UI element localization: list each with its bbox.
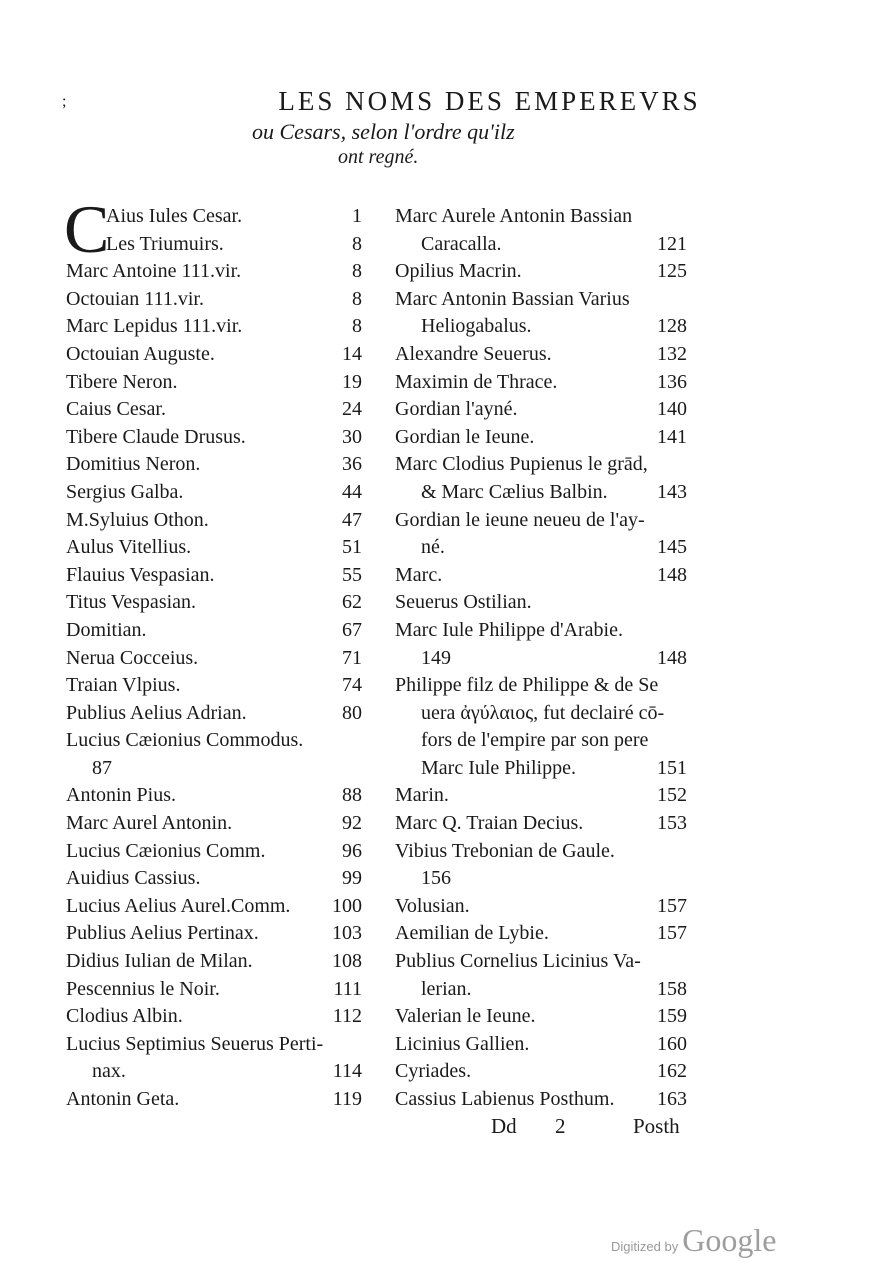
index-entry [395, 396, 687, 424]
entry-name: Marc Iule Philippe d'Arabie. [395, 618, 623, 641]
index-entry [395, 369, 687, 397]
index-entry [395, 424, 687, 452]
entry-page: 36 [342, 453, 362, 476]
index-entry [66, 1058, 362, 1086]
entry-name: né. [421, 536, 445, 559]
entry-name: Traian Vlpius. [66, 674, 181, 697]
entry-name: Publius Aelius Adrian. [66, 701, 247, 724]
index-entry [66, 782, 362, 810]
entry-page: 141 [657, 425, 687, 448]
entry-name: Heliogabalus. [421, 315, 532, 338]
entry-page: 132 [657, 342, 687, 365]
entry-name: Lucius Aelius Aurel.Comm. [66, 894, 291, 917]
right-column [395, 203, 687, 1114]
entry-name: Octouian 111.vir. [66, 287, 204, 310]
entry-page: 47 [342, 508, 362, 531]
entry-page: 74 [342, 674, 362, 697]
dropcap: C [64, 191, 110, 267]
index-entry [66, 645, 362, 673]
entry-name: Publius Aelius Pertinax. [66, 922, 259, 945]
entry-name: Alexandre Seuerus. [395, 342, 552, 365]
digitized-watermark [611, 1222, 776, 1259]
entry-page: 128 [657, 315, 687, 338]
entry-page: 103 [332, 922, 362, 945]
entry-name: Philippe filz de Philippe & de Se [395, 674, 659, 697]
entry-page: 8 [352, 232, 362, 255]
margin-mark: ; [62, 93, 67, 110]
entry-name: 156 [421, 867, 451, 890]
entry-page: 108 [332, 950, 362, 973]
entry-page: 96 [342, 839, 362, 862]
index-entry [66, 672, 362, 700]
entry-name: Flauius Vespasian. [66, 563, 215, 586]
index-entry [395, 672, 687, 700]
index-entry [66, 396, 362, 424]
entry-name: Antonin Pius. [66, 784, 177, 807]
entry-page: 162 [657, 1060, 687, 1083]
entry-page: 51 [342, 536, 362, 559]
index-entry [66, 920, 362, 948]
entry-page: 163 [657, 1088, 687, 1110]
entry-name: Didius Iulian de Milan. [66, 950, 253, 973]
entry-name: Marc Iule Philippe. [421, 756, 576, 779]
entry-page: 159 [657, 1005, 687, 1028]
entry-name: Volusian. [395, 894, 470, 917]
entry-name: Lucius Septimius Seuerus Perti- [66, 1032, 324, 1055]
entry-page: 140 [657, 398, 687, 421]
entry-page: 148 [657, 646, 687, 669]
watermark-logo: Google [682, 1222, 777, 1258]
entry-name: Publius Cornelius Licinius Va- [395, 950, 641, 973]
subtitle-line-2: ont regné. [338, 146, 419, 168]
entry-page: 8 [352, 287, 362, 310]
index-entry [66, 727, 362, 755]
index-entry [395, 507, 687, 535]
entry-name: Caracalla. [421, 232, 502, 255]
entry-page: 119 [332, 1088, 362, 1110]
index-entry [395, 562, 687, 590]
entry-name: Valerian le Ieune. [395, 1005, 536, 1028]
entry-name: Marc Clodius Pupienus le grād, [395, 453, 648, 476]
entry-name: Domitius Neron. [66, 453, 201, 476]
entry-page: 158 [657, 977, 687, 1000]
index-entry [395, 617, 687, 645]
entry-page: 62 [342, 591, 362, 614]
signature-number: 2 [555, 1114, 566, 1138]
index-entry [395, 893, 687, 921]
page-title: LES NOMS DES EMPEREVRS [278, 86, 701, 116]
index-entry [66, 893, 362, 921]
index-entry [66, 589, 362, 617]
entry-name: Maximin de Thrace. [395, 370, 558, 393]
index-entry [66, 1003, 362, 1031]
entry-page: 100 [332, 894, 362, 917]
index-entry [395, 1086, 687, 1114]
index-entry [395, 589, 687, 617]
entry-page: 157 [657, 894, 687, 917]
entry-name: Sergius Galba. [66, 480, 184, 503]
entry-page: 8 [352, 315, 362, 338]
index-entry [66, 451, 362, 479]
entry-page: 24 [342, 398, 362, 421]
index-entry [395, 700, 687, 728]
index-entry [66, 313, 362, 341]
entry-name: Domitian. [66, 618, 147, 641]
index-entry [395, 645, 687, 673]
entry-name: Vibius Trebonian de Gaule. [395, 839, 615, 862]
catchword: Posth [633, 1114, 680, 1138]
entry-page: 8 [352, 260, 362, 283]
index-entry [395, 920, 687, 948]
index-entry [66, 562, 362, 590]
index-entry [66, 479, 362, 507]
entry-page: 153 [657, 812, 687, 835]
index-entry [395, 313, 687, 341]
entry-name: Tibere Claude Drusus. [66, 425, 246, 448]
index-entry [66, 424, 362, 452]
entry-page: 136 [657, 370, 687, 393]
index-entry [66, 258, 362, 286]
entry-name: Seuerus Ostilian. [395, 591, 532, 614]
index-entry [395, 203, 687, 231]
entry-name: fors de l'empire par son pere [421, 729, 649, 752]
entry-page: 19 [342, 370, 362, 393]
entry-page: 14 [342, 342, 362, 365]
index-entry [66, 865, 362, 893]
entry-page: 55 [342, 563, 362, 586]
entry-name: Les Triumuirs. [106, 232, 224, 255]
index-entry [66, 341, 362, 369]
left-column [64, 191, 362, 1114]
entry-name: Cyriades. [395, 1060, 472, 1083]
entry-page: 148 [657, 563, 687, 586]
index-entry [395, 976, 687, 1004]
entry-name: Aius Iules Cesar. [106, 205, 243, 227]
index-entry [66, 617, 362, 645]
entry-name: Marc. [395, 563, 443, 586]
entry-name: Licinius Gallien. [395, 1032, 530, 1055]
entry-name: Marc Aurele Antonin Bassian [395, 205, 633, 227]
entry-name: Marc Antoine 111.vir. [66, 260, 242, 283]
subtitle-line-1: ou Cesars, selon l'ordre qu'ilz [252, 119, 515, 144]
entry-page: 92 [342, 812, 362, 835]
index-entry [395, 479, 687, 507]
entry-name: Marc Antonin Bassian Varius [395, 287, 630, 310]
entry-page: 121 [657, 232, 687, 255]
entry-page: 151 [657, 756, 687, 779]
entry-name: Octouian Auguste. [66, 342, 215, 365]
entry-name: Gordian l'ayné. [395, 398, 518, 421]
index-entry [395, 286, 687, 314]
entry-name: Marc Q. Traian Decius. [395, 812, 584, 835]
index-entry [395, 727, 687, 755]
entry-page: 30 [342, 425, 362, 448]
entry-name: Caius Cesar. [66, 398, 166, 421]
entry-name: Clodius Albin. [66, 1005, 183, 1028]
index-entry [66, 755, 362, 783]
entry-name: Titus Vespasian. [66, 591, 197, 614]
index-entry [66, 700, 362, 728]
index-entry [395, 258, 687, 286]
index-entry [66, 534, 362, 562]
entry-name: 87 [92, 756, 112, 779]
index-entry [395, 1031, 687, 1059]
entry-name: & Marc Cælius Balbin. [421, 480, 608, 503]
index-entry [395, 341, 687, 369]
index-entry [395, 755, 687, 783]
entry-name: Gordian le ieune neueu de l'ay- [395, 508, 645, 531]
index-entry [66, 948, 362, 976]
entry-name: Opilius Macrin. [395, 260, 522, 283]
index-entry [66, 369, 362, 397]
index-entry [395, 1003, 687, 1031]
index-entry [395, 782, 687, 810]
index-entry [395, 865, 687, 893]
index-entry [395, 451, 687, 479]
index-entry [66, 286, 362, 314]
entry-page: 67 [342, 618, 362, 641]
index-entry [66, 810, 362, 838]
signature-mark: Dd [491, 1114, 517, 1138]
entry-page: 152 [657, 784, 687, 807]
entry-page: 112 [332, 1005, 362, 1028]
entry-name: Auidius Cassius. [66, 867, 201, 890]
entry-name: Pescennius le Noir. [66, 977, 220, 1000]
index-entry [66, 1031, 362, 1059]
entry-name: Gordian le Ieune. [395, 425, 535, 448]
entry-name: M.Syluius Othon. [66, 508, 209, 531]
entry-name: Nerua Cocceius. [66, 646, 199, 669]
entry-name: uera ἀγύλαιος, fut declairé cō- [421, 701, 665, 724]
entry-page: 88 [342, 784, 362, 807]
entry-page: 114 [332, 1060, 362, 1083]
entry-page: 99 [342, 867, 362, 890]
entry-name: Antonin Geta. [66, 1088, 180, 1110]
entry-page: 80 [342, 701, 362, 724]
entry-name: Lucius Cæionius Comm. [66, 839, 266, 862]
entry-name: lerian. [421, 977, 472, 1000]
index-entry [66, 231, 362, 259]
entry-name: Marin. [395, 784, 449, 807]
index-entry [395, 534, 687, 562]
entry-page: 44 [342, 480, 362, 503]
index-entry [395, 948, 687, 976]
entry-page: 143 [657, 480, 687, 503]
entry-name: Aulus Vitellius. [66, 536, 192, 559]
entry-page: 157 [657, 922, 687, 945]
entry-name: Marc Aurel Antonin. [66, 812, 233, 835]
index-entry [395, 1058, 687, 1086]
index-entry [395, 231, 687, 259]
entry-page: 145 [657, 536, 687, 559]
entry-page: 160 [657, 1032, 687, 1055]
index-entry [66, 838, 362, 866]
entry-name: Tibere Neron. [66, 370, 178, 393]
watermark-small-text: Digitized by [611, 1239, 679, 1254]
entry-page: 111 [333, 977, 362, 1000]
entry-page: 125 [657, 260, 687, 283]
entry-name: 149 [421, 646, 451, 669]
entry-name: Lucius Cæionius Commodus. [66, 729, 304, 752]
entry-name: Aemilian de Lybie. [395, 922, 549, 945]
index-entry [66, 1086, 362, 1114]
index-entry [395, 838, 687, 866]
entry-page: 1 [352, 205, 362, 227]
entry-name: nax. [92, 1060, 126, 1083]
entry-name: Cassius Labienus Posthum. [395, 1088, 615, 1110]
index-entry [66, 976, 362, 1004]
index-entry [395, 810, 687, 838]
entry-name: Marc Lepidus 111.vir. [66, 315, 243, 338]
entry-page: 71 [342, 646, 362, 669]
index-entry [66, 507, 362, 535]
